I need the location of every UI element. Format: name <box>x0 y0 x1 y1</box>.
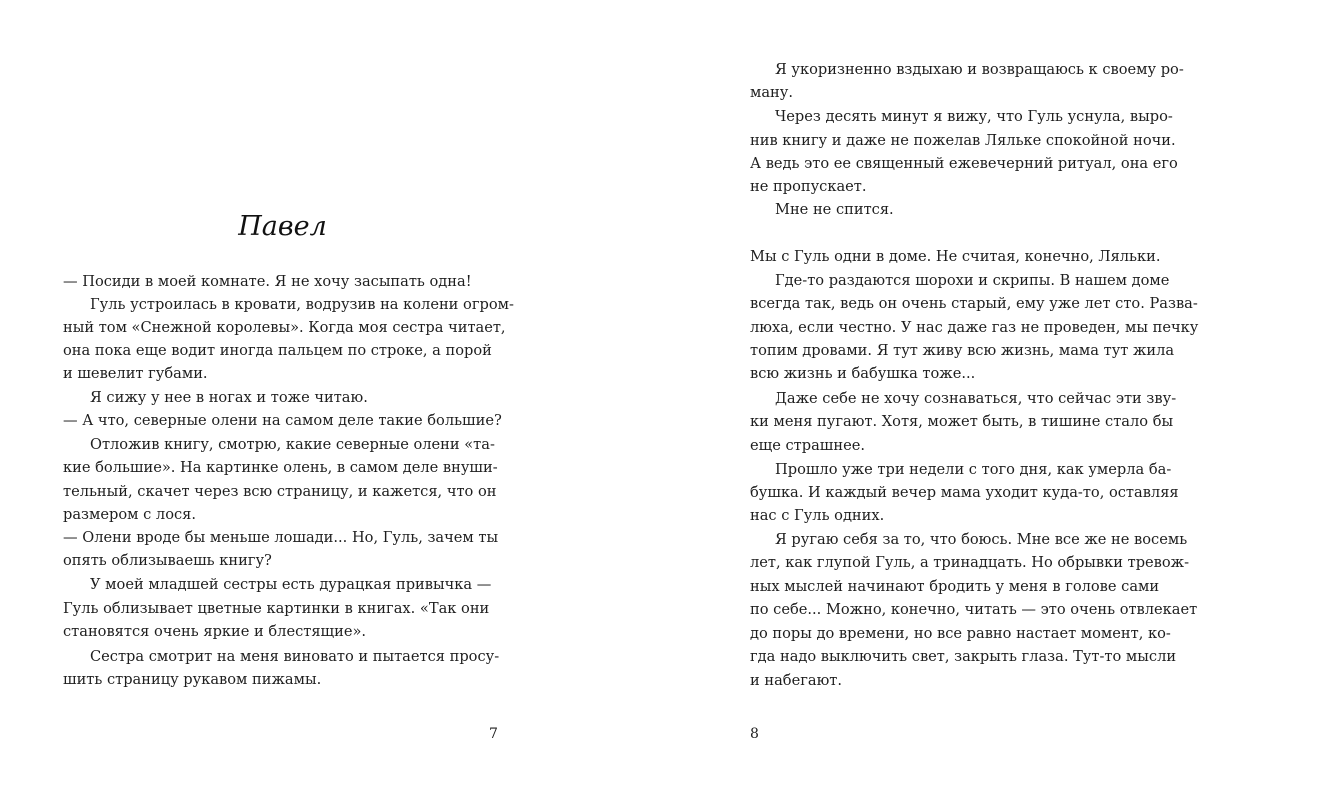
text-line: Я укоризненно вздыхаю и возвращаюсь к своему ро- <box>775 61 1184 78</box>
text-line: становятся очень яркие и блестящие». <box>63 623 367 640</box>
text-line: Мы с Гуль одни в доме. Не считая, конечно, Ляльки. <box>750 248 1161 265</box>
text-line: и шевелит губами. <box>63 365 208 382</box>
text-line: ных мыслей начинают бродить у меня в голове сами <box>750 578 1160 595</box>
text-line: — Посиди в моей комнате. Я не хочу засыпать одна! <box>63 273 472 290</box>
text-line: не пропускает. <box>750 178 867 195</box>
text-line: кие большие». На картинке олень, в самом деле внуши- <box>63 459 498 476</box>
text-line: она пока еще водит иногда пальцем по строке, а порой <box>63 342 492 359</box>
text-line: — А что, северные олени на самом деле такие большие? <box>63 412 502 429</box>
text-line: Мне не спится. <box>775 201 894 218</box>
text-line: Прошло уже три недели с того дня, как умерла ба- <box>775 461 1172 478</box>
text-line: Гуль устроилась в кровати, водрузив на колени огром- <box>90 296 514 313</box>
text-line: А ведь это ее священный ежевечерний ритуал, она его <box>750 155 1178 172</box>
chapter-title: Павел <box>238 211 327 242</box>
text-line: Где-то раздаются шорохи и скрипы. В нашем доме <box>775 272 1170 289</box>
text-line: всю жизнь и бабушка тоже... <box>750 365 976 382</box>
text-line: ный том «Снежной королевы». Когда моя сестра читает, <box>63 319 506 336</box>
text-line: нив книгу и даже не пожелав Ляльке спокойной ночи. <box>750 132 1176 149</box>
text-line: нас с Гуль одних. <box>750 507 885 524</box>
page-number: 8 <box>750 726 759 742</box>
text-line: У моей младшей сестры есть дурацкая привычка — <box>90 576 492 593</box>
text-line: люха, если честно. У нас даже газ не проведен, мы печку <box>750 319 1199 336</box>
text-line: всегда так, ведь он очень старый, ему уже лет сто. Разва- <box>750 295 1198 312</box>
page-number: 7 <box>489 726 498 742</box>
text-line: — Олени вроде бы меньше лошади... Но, Гуль, зачем ты <box>63 529 499 546</box>
text-line: шить страницу рукавом пижамы. <box>63 671 322 688</box>
text-line: и набегают. <box>750 672 842 689</box>
text-line: топим дровами. Я тут живу всю жизнь, мама тут жила <box>750 342 1175 359</box>
text-line: Я сижу у нее в ногах и тоже читаю. <box>90 389 368 406</box>
text-line: тельный, скачет через всю страницу, и кажется, что он <box>63 483 497 500</box>
text-line: по себе... Можно, конечно, читать — это очень отвлекает <box>750 601 1198 618</box>
text-line: ману. <box>750 84 794 101</box>
text-line: Я ругаю себя за то, что боюсь. Мне все же не восемь <box>775 531 1188 548</box>
right-page <box>667 0 1334 801</box>
text-line: гда надо выключить свет, закрыть глаза. Тут-то мысли <box>750 648 1177 665</box>
text-line: лет, как глупой Гуль, а тринадцать. Но обрывки тревож- <box>750 554 1190 571</box>
text-line: Через десять минут я вижу, что Гуль уснула, выро- <box>775 108 1173 125</box>
text-line: ки меня пугают. Хотя, может быть, в тишине стало бы <box>750 413 1174 430</box>
text-line: до поры до времени, но все равно настает момент, ко- <box>750 625 1171 642</box>
text-line: размером с лося. <box>63 506 196 523</box>
text-line: еще страшнее. <box>750 437 865 454</box>
text-line: Гуль облизывает цветные картинки в книгах. «Так они <box>63 600 490 617</box>
text-line: бушка. И каждый вечер мама уходит куда-то, оставляя <box>750 484 1179 501</box>
text-line: Даже себе не хочу сознаваться, что сейчас эти зву- <box>775 390 1177 407</box>
text-line: опять облизываешь книгу? <box>63 552 272 569</box>
text-line: Отложив книгу, смотрю, какие северные олени «та- <box>90 436 495 453</box>
text-line: Сестра смотрит на меня виновато и пытается просу- <box>90 648 500 665</box>
